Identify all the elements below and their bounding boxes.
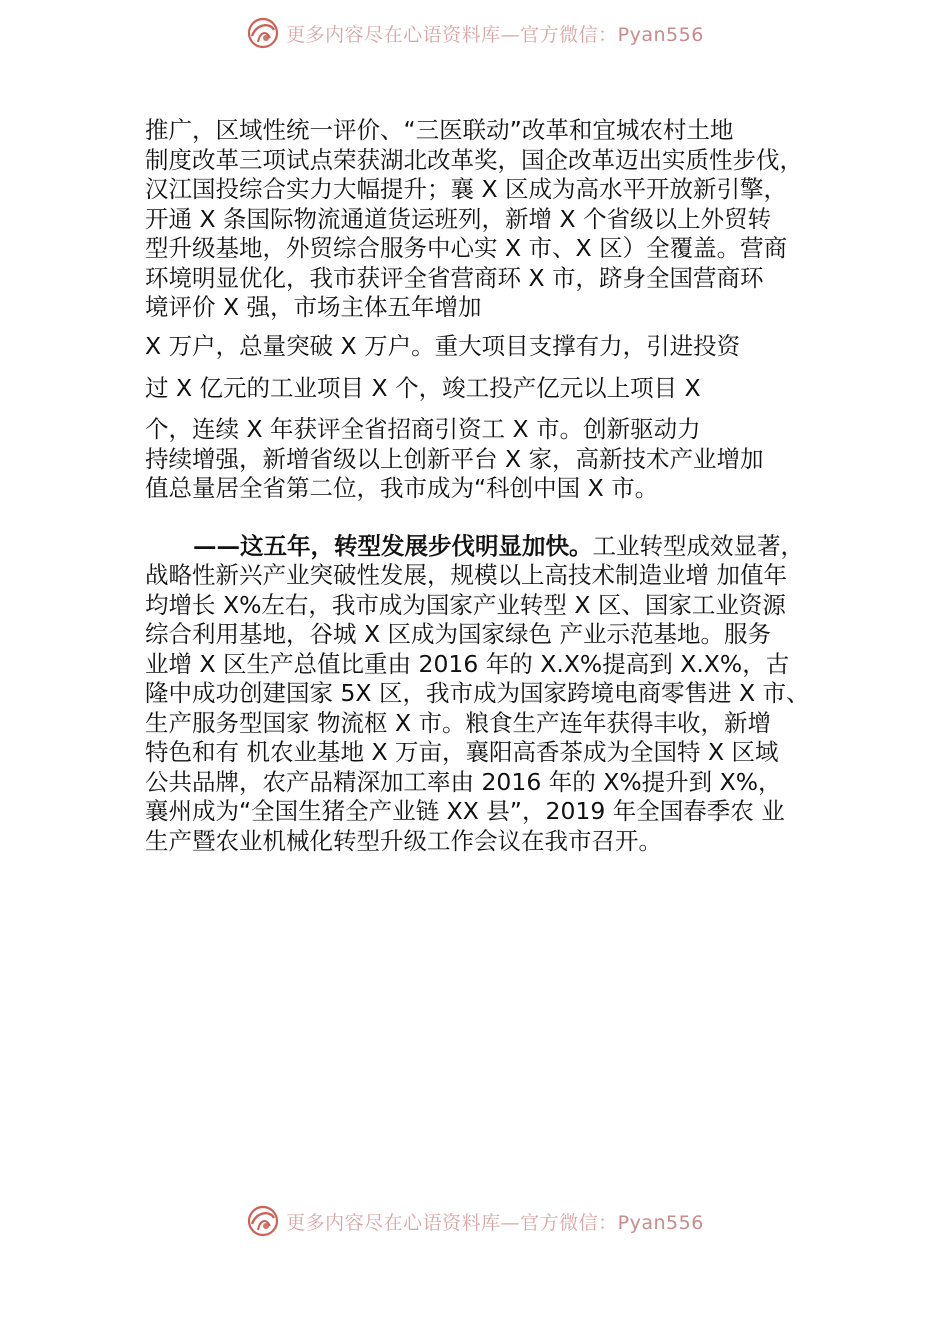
text-line: 境评价 X 强，市场主体五年增加 [145,293,482,321]
text-line: 过 X 亿元的工业项目 X 个，竣工投产亿元以上项目 X [145,373,701,402]
header-watermark [0,16,950,50]
text-line: 开通 X 条国际物流通道货运班列，新增 X 个省级以上外贸转 [145,204,772,233]
watermark-label: 更多内容尽在心语资料库—官方微信： [286,23,618,46]
text-line: 型升级基地，外贸综合服务中心实 X 市、X 区）全覆盖。营商 [145,234,788,262]
text-line: X 万户，总量突破 X 万户。重大项目支撑有力，引进投资 [145,332,741,360]
text-line: 制度改革三项试点荣获湖北改革奖，国企改革迈出实质性步伐， [145,145,803,174]
swirl-logo-icon [246,1204,280,1238]
text-line-rest: 工业转型成效显著， [592,531,804,560]
text-line: 个，连续 X 年获评全省招商引资工 X 市。创新驱动力 [145,415,701,443]
text-line [145,532,845,562]
watermark-text [286,20,704,47]
text-line: 生产服务型国家 物流枢 X 市。粮食生产连年获得丰收，新增 [145,708,772,737]
watermark-label: 更多内容尽在心语资料库—官方微信： [286,1211,618,1234]
text-line: 襄州成为“全国生猪全产业链 XX 县”，2019 年全国春季农 业 [145,797,785,825]
text-line: 持续增强，新增省级以上创新平台 X 家，高新技术产业增加 [145,444,764,473]
paragraph-1 [145,116,845,504]
text-line: 公共品牌，农产品精深加工率由 2016 年的 X%提升到 X%， [145,767,782,796]
watermark-wechat-id: Pyan556 [617,23,704,46]
text-line: 推广，区域性统一评价、“三医联动”改革和宜城农村土地 [145,116,734,144]
text-line: 综合利用基地，谷城 X 区成为国家绿色 产业示范基地。服务 [145,620,772,648]
watermark-text [286,1208,704,1235]
paragraph-spacer [145,504,845,532]
watermark-wechat-id: Pyan556 [617,1211,704,1234]
footer-watermark [0,1204,950,1238]
section-lead-heading: ——这五年，转型发展步伐明显加快。 [193,531,593,560]
text-line: 环境明显优化，我市获评全省营商环 X 市，跻身全国营商环 [145,263,764,292]
swirl-logo-icon [246,16,280,50]
document-body [145,116,845,856]
text-line: 战略性新兴产业突破性发展，规模以上高技术制造业增 加值年 [145,561,787,589]
text-line: 生产暨农业机械化转型升级工作会议在我市召开。 [145,826,662,855]
text-line: 汉江国投综合实力大幅提升；襄 X 区成为高水平开放新引擎， [145,175,788,203]
text-line: 隆中成功创建国家 5X 区，我市成为国家跨境电商零售进 X 市、 [145,679,810,707]
text-line: 特色和有 机农业基地 X 万亩，襄阳高香茶成为全国特 X 区域 [145,738,779,766]
paragraph-2 [145,532,845,857]
text-line: 均增长 X%左右，我市成为国家产业转型 X 区、国家工业资源 [145,590,786,619]
text-line: 值总量居全省第二位，我市成为“科创中国 X 市。 [145,474,659,502]
text-line: 业增 X 区生产总值比重由 2016 年的 X.X%提高到 X.X%，古 [145,649,790,678]
